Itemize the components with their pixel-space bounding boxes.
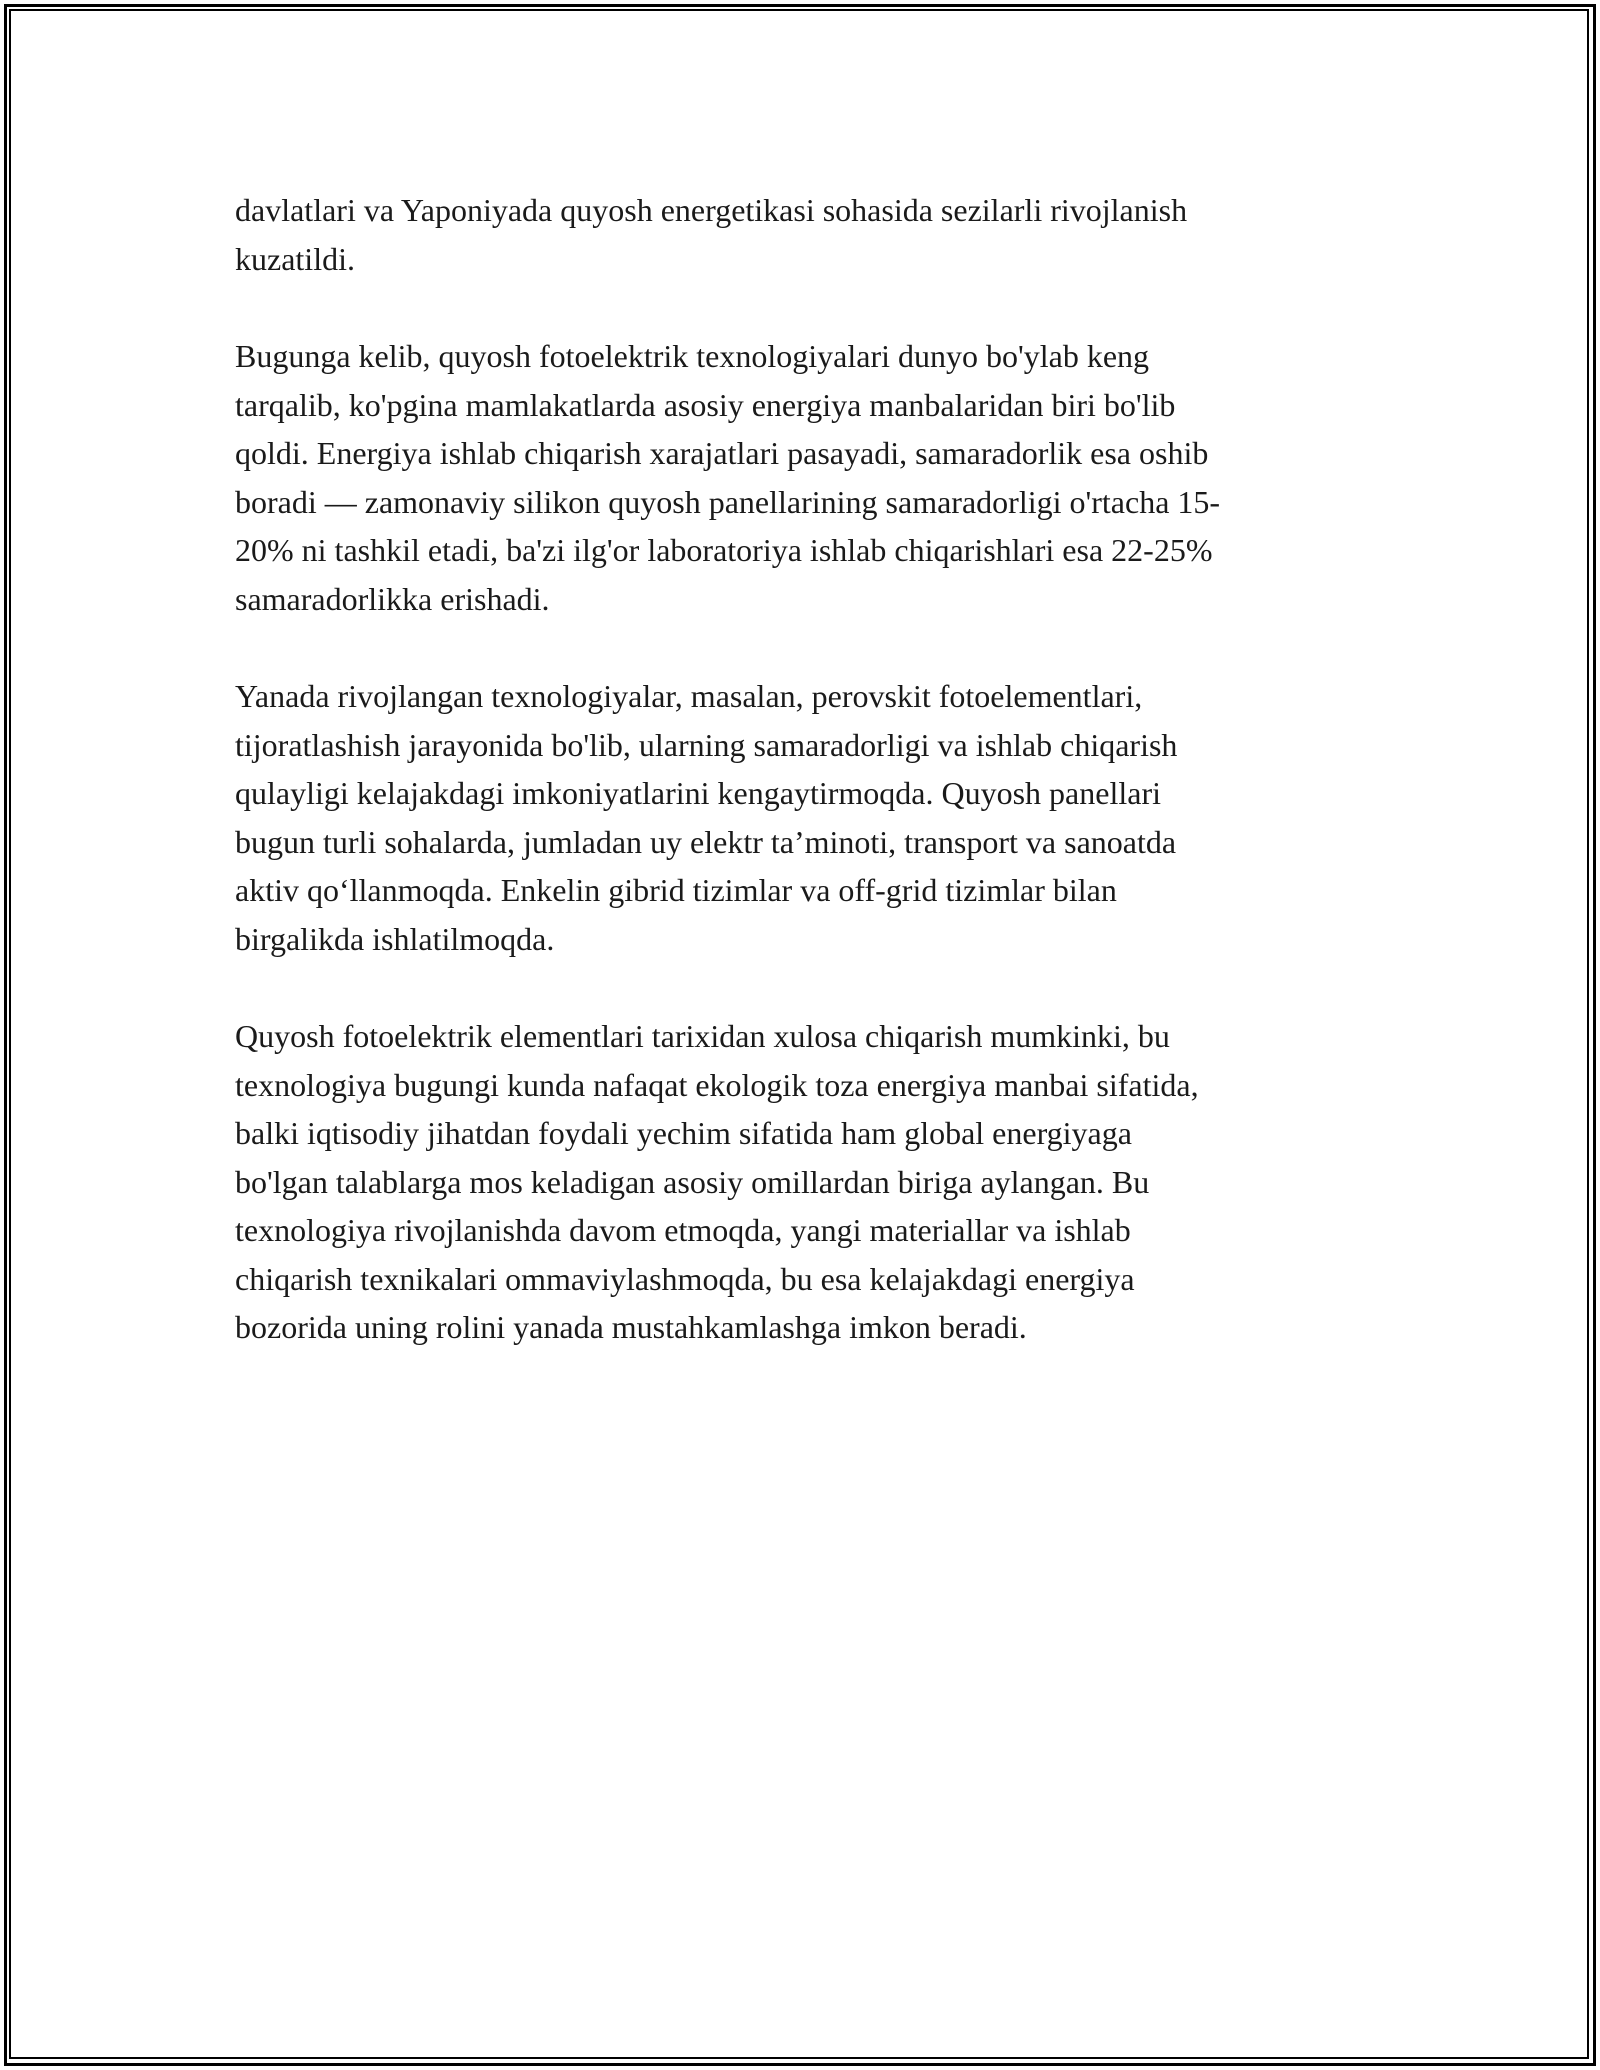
text-line: bozorida uning rolini yanada mustahkamlashga imkon beradi. <box>235 1309 1027 1345</box>
text-line: Yanada rivojlangan texnologiyalar, masalan, perovskit fotoelementlari, <box>235 678 1143 714</box>
text-line: davlatlari va Yaponiyada quyosh energetikasi sohasida sezilarli rivojlanish <box>235 192 1188 228</box>
text-line: qulayligi kelajakdagi imkoniyatlarini kengaytirmoqda. Quyosh panellari <box>235 775 1161 811</box>
text-line: samaradorlikka erishadi. <box>235 580 550 617</box>
text-line: texnologiya bugungi kunda nafaqat ekologik toza energiya manbai sifatida, <box>235 1066 1199 1103</box>
text-line: bugun turli sohalarda, jumladan uy elektr ta’minoti, transport va sanoatda <box>235 823 1177 860</box>
text-line: chiqarish texnikalari ommaviylashmoqda, bu esa kelajakdagi energiya <box>235 1260 1135 1297</box>
document-body <box>235 186 1371 1401</box>
text-line: bo'lgan talablarga mos keladigan asosiy omillardan biriga aylangan. Bu <box>235 1163 1150 1200</box>
text-line: Bugunga kelib, quyosh fotoelektrik texnologiyalari dunyo bo'ylab keng <box>235 338 1150 374</box>
text-line: texnologiya rivojlanishda davom etmoqda, yangi materiallar va ishlab <box>235 1212 1131 1248</box>
text-line: 20% ni tashkil etadi, ba'zi ilg'or laboratoriya ishlab chiqarishlari esa 22-25% <box>235 532 1213 568</box>
paragraph-4 <box>235 1012 1371 1352</box>
text-line: aktiv qo‘llanmoqda. Enkelin gibrid tizimlar va off-grid tizimlar bilan <box>235 872 1117 908</box>
text-line: tijoratlashish jarayonida bo'lib, ularning samaradorligi va ishlab chiqarish <box>235 726 1178 763</box>
text-line: boradi — zamonaviy silikon quyosh panellarining samaradorligi o'rtacha 15- <box>235 483 1221 520</box>
paragraph-3 <box>235 672 1371 963</box>
text-line: qoldi. Energiya ishlab chiqarish xarajatlari pasayadi, samaradorlik esa oshib <box>235 435 1209 471</box>
text-line: birgalikda ishlatilmoqda. <box>235 920 555 957</box>
text-line: Quyosh fotoelektrik elementlari tarixidan xulosa chiqarish mumkinki, bu <box>235 1018 1170 1054</box>
paragraph-1 <box>235 186 1371 283</box>
text-line: balki iqtisodiy jihatdan foydali yechim sifatida ham global energiyaga <box>235 1115 1132 1151</box>
text-line: kuzatildi. <box>235 240 355 277</box>
paragraph-2 <box>235 332 1371 623</box>
text-line: tarqalib, ko'pgina mamlakatlarda asosiy energiya manbalaridan biri bo'lib <box>235 386 1176 423</box>
